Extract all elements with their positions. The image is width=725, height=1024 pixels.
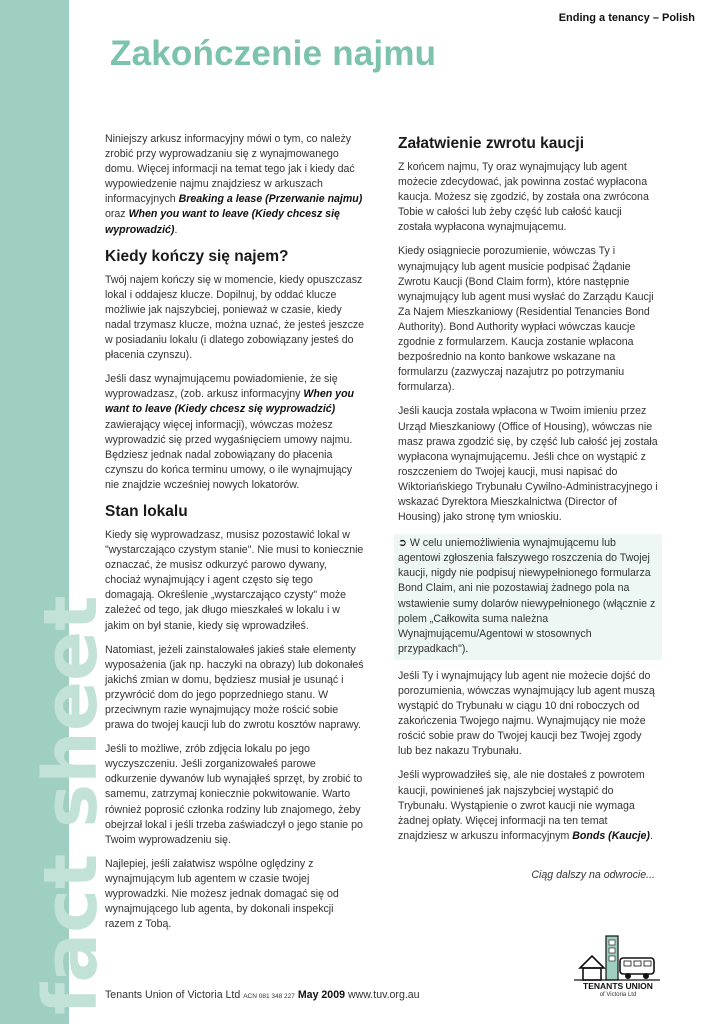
paragraph: Jeśli Ty i wynajmujący lub agent nie możecie dojść do porozumienia, wówczas wynajmujący lub agent muszą wystąpić do Trybunału w ciągu 10 dni roboczych od zakończenia Twojego najmu. Wynajmujący nie może rościć sobie praw do Twojej kaucji bez Twojej zgody lub bez nakazu Trybunału.	[398, 669, 655, 758]
footer-org: Tenants Union of Victoria Ltd	[105, 989, 241, 1001]
paragraph: Jeśli to możliwe, zrób zdjęcia lokalu po jego wyczyszczeniu. Jeśli zorganizowałeś parowe odkurzenie dywanów lub wynająłeś sprzęt, by zrobić to samemu, zatrzymaj koniecznie pokwitowanie. Warto również poprosić członka rodziny lub znajomego, żeby obejrzał lokal i jeśli trzeba zaświadczył o jego stanie po Twoim wyprowadzeniu się.	[105, 743, 363, 846]
fact-sheet-watermark: fact sheet	[28, 595, 114, 1015]
paragraph: Z końcem najmu, Ty oraz wynajmujący lub agent możecie zdecydować, jak powinna zostać wypłacona kaucja. Możesz się zgodzić, by została ona zwrócona Tobie w całości lub żeby część lub całość kaucji została wypłacona wynajmującemu.	[398, 161, 649, 234]
paragraph: Kiedy się wyprowadzasz, musisz pozostawić lokal w "wystarczająco czystym stanie". Nie musi to koniecznie oznaczać, że musisz odkurzyć parowo dywany, chociaż wynajmujący i agent często się tego domagają. Określenie „wystarczająco czysty" może zależeć od tego, jak długo mieszkałeś w lokalu i w jakim on był stanie, kiedy się wprowadziłeś.	[105, 528, 364, 632]
continued-note: Ciąg dalszy na odwrocie...	[531, 868, 655, 881]
warning-callout: ➲ W celu uniemożliwienia wynajmującemu lub agentowi zgłoszenia fałszywego roszczenia do Twojej kaucji, nigdy nie podpisuj niewypełnionego formularza Bond Claim, ani nie pozostawiaj żadnego pola na wstawienie sumy dolarów niewypełnionego (włącznie z polem „Całkowita suma należna Wynajmującemu/Agentowi w stosownych przypadkach").	[394, 534, 662, 660]
left-column	[105, 132, 365, 941]
section-heading-when-ends: Kiedy kończy się najem?	[105, 247, 289, 265]
sidebar-band	[0, 0, 114, 1024]
section-heading-bond: Załatwienie zwrotu kaucji	[398, 135, 585, 152]
intro-paragraph: Niniejszy arkusz informacyjny mówi o tym, co należy zrobić przy wyprowadzaniu się z wynajmowanego domu. Więcej informacji na temat tego jak i kiedy dać wypowiedzenie najmu znajdziesz w arkuszach informacyjnych Breaking a lease (Przerwanie najmu) oraz When you want to leave (Kiedy chcesz się wyprowadzić).	[105, 133, 363, 236]
logo-title: TENANTS UNION	[583, 981, 653, 991]
footer	[105, 989, 420, 1001]
paragraph: Najlepiej, jeśli załatwisz wspólne oględziny z wynajmującym lub agentem w czasie twojej wyprowadzki. Nie możesz jednak domagać się od wynajmującego lub agenta, by dokonali inspekcji razem z Tobą.	[105, 857, 339, 931]
paragraph: Jeśli kaucja została wpłacona w Twoim imieniu przez Urząd Mieszkaniowy (Office of Housing), wówczas nie masz prawa zgodzić się, by część lub całość jej została wypłacona wynajmującemu. Jeśli chce on wystąpić z roszczeniem do Twojej kaucji, musi napisać do Wiktoriańskiego Trybunału Cywilno-Administracyjnego i wskazać Dyrektora Mieszkalnictwa (Director of Housing) jako stronę tym wnioskiu.	[398, 405, 658, 524]
paragraph: Kiedy osiągniecie porozumienie, wówczas Ty i wynajmujący lub agent musicie podpisać Żądanie Zwrotu Kaucji (Bond Claim form), które następnie wynajmujący lub agent musi wysłać do Zarządu Kaucji Za Najem Mieszkaniowy (Residential Tenancies Bond Authority). Bond Authority wypłaci wówczas kaucje zgodnie z formularzem. Kaucja zostanie wpłacona bezpośrednio na konto bankowe wskazane na formularzu (zazwyczaj nazajutrz po potrzymaniu formularza).	[398, 245, 654, 394]
arrow-right-icon: ➲	[398, 537, 407, 550]
right-column	[398, 132, 658, 881]
paragraph: Natomiast, jeżeli zainstalowałeś jakieś stałe elementy wyposażenia (jak np. haczyki na obrazy) lub dokonałeś jakichś zmian w domu, będziesz musiał je usunąć i przywrócić dom do jego poprzedniego stanu. W przeciwnym razie wynajmujący może rościć sobie prawa do twojej kaucji lub do zwrotu kosztów naprawy.	[105, 643, 364, 732]
document-tag: Ending a tenancy – Polish	[558, 12, 695, 24]
footer-url[interactable]: www.tuv.org.au	[347, 989, 420, 1001]
paragraph: Twój najem kończy się w momencie, kiedy opuszczasz lokal i oddajesz klucze. Dopilnuj, by oddać klucze możliwie jak najszybciej, ponieważ w czasie, kiedy nadal trzymasz klucze, można uznać, że jesteś jeszcze w posiadaniu lokalu (i dlatego zobowiązany jesteś do płacenia czynszu).	[105, 273, 365, 362]
footer-acn: ACN 081 348 227	[243, 993, 295, 1000]
page-title: Zakończenie najmu	[110, 34, 437, 73]
logo-subtitle: of Victoria Ltd	[599, 992, 637, 998]
section-heading-condition: Stan lokalu	[105, 502, 188, 520]
paragraph: Jeśli wyprowadziłeś się, ale nie dostałeś z powrotem kaucji, powinieneś jak najszybciej wystąpić do Trybunału. Wystąpienie o zwrot kaucji nie wymaga żadnej opłaty. Więcej informacji na ten temat znajdziesz w arkuszu informacyjnym Bonds (Kaucje).	[398, 769, 653, 842]
footer-date: May 2009	[297, 989, 345, 1001]
paragraph: Jeśli dasz wynajmującemu powiadomienie, że się wyprowadzasz, (zob. arkusz informacyjny When you want to leave (Kiedy chcesz się wyprowadzić) zawierający więcej informacji), wówczas możesz wyprowadzić się przed wygaśnięciem umowy najmu. Będziesz jednak nadal zobowiązany do płacenia czynszu do końca terminu umowy, o ile wynajmujący nie znajdzie wcześniej nowych lokatorów.	[105, 373, 355, 491]
